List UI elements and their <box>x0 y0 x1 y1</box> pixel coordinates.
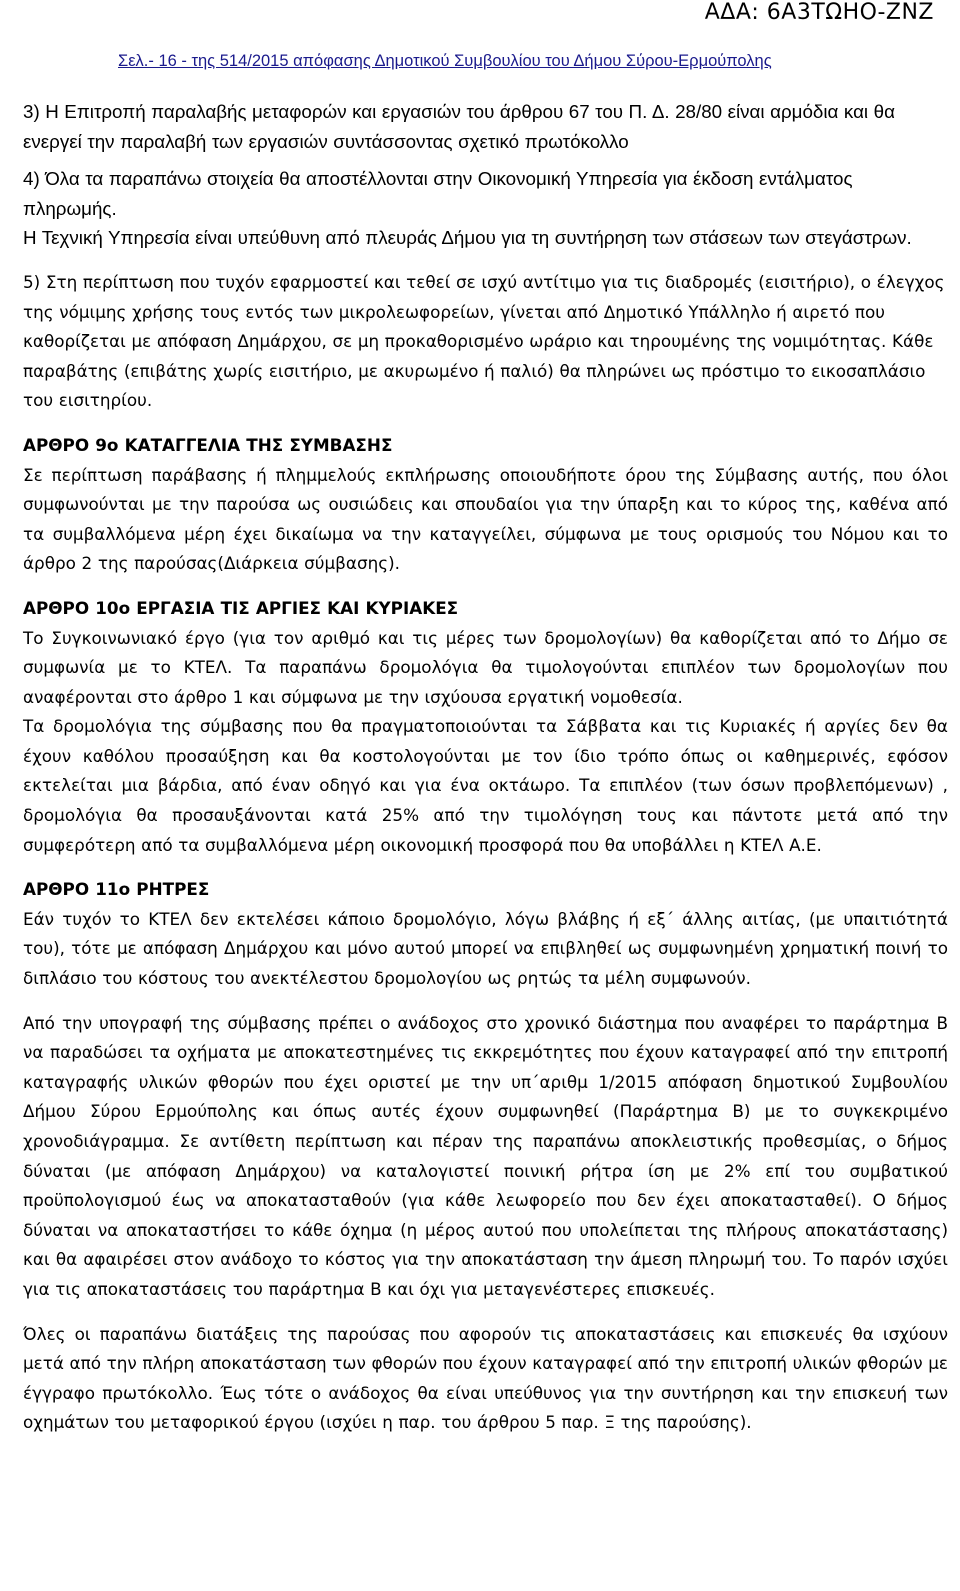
article-10-text-2: Τα δρομολόγια της σύμβασης που θα πραγματοποιούνται τα Σάββατα και τις Κυριακές ή αργίες δεν θα έχουν καθόλου προσαύξηση και θα κοστολογούνται με τον ίδιο τρόπο όπως οι καθημερινές, εφόσον εκτελείται μια βάρδια, από έναν οδηγό και για ένα οκτάωρο. Τα επιπλέον (των όσων προβλεπόμενων) , δρομολόγια θα προσαυξάνονται κατά 25% από την τιμολόγηση τους και πάντοτε μετά από την συμφερότερη από τα συμβαλλόμενα μέρη οικονομική προσφορά που θα υποβάλλει η ΚΤΕΛ Α.Ε. <box>23 716 948 855</box>
article-9-text: Σε περίπτωση παράβασης ή πλημμελούς εκπλήρωσης οποιουδήποτε όρου της Σύμβασης αυτής, που όλοι συμφωνούνται με την παρούσα ως ουσιώδεις και σπουδαίοι για την ύπαρξη και το κύρος της, καθένα από τα συμβαλλόμενα μέρη έχει δικαίωμα να την καταγγείλει, σύμφωνα με τους ορισμούς του Νόμου και το άρθρο 2 της παρούσας(Διάρκεια σύμβασης). <box>23 464 948 574</box>
article-10-text-1: Το Συγκοινωνιακό έργο (για τον αριθμό και τις μέρες των δρομολογίων) θα καθορίζεται από το Δήμο σε συμφωνία με το ΚΤΕΛ. Τα παραπάνω δρομολόγια θα τιμολογούνται επιπλέον των δρομολογίων που αναφέρονται στο άρθρο 1 και σύμφωνα με την ισχύουσα εργατική νομοθεσία. <box>23 627 948 707</box>
paragraph-5: 5) Στη περίπτωση που τυχόν εφαρμοστεί και τεθεί σε ισχύ αντίτιμο για τις διαδρομές (εισιτήριο), ο έλεγχος της νόμιμης χρήσης τους εντός των μικρολεωφορείων, γίνεται από Δημοτικό Υπάλληλο ή αιρετό που καθορίζεται με απόφαση Δημάρχου, σε μη προκαθορισμένο ωράριο και τηρουμένης της νομιμότητας. Κάθε παραβάτης (επιβάτης χωρίς εισιτήριο, με ακυρωμένο ή παλιό) θα πληρώνει ως πρόστιμο το εικοσαπλάσιο του εισιτηρίου. <box>23 271 945 411</box>
ada-code: ΑΔΑ: 6Α3ΤΩΗΟ-ΖΝΖ <box>704 0 934 25</box>
paragraph-4b: Η Τεχνική Υπηρεσία είναι υπεύθυνη από πλευράς Δήμου για τη συντήρηση των στάσεων των στεγάστρων. <box>23 227 912 249</box>
article-9-title: ΑΡΘΡΟ 9ο ΚΑΤΑΓΓΕΛΙΑ ΤΗΣ ΣΥΜΒΑΣΗΣ <box>23 434 393 455</box>
paragraph-3: 3) Η Επιτροπή παραλαβής μεταφορών και εργασιών του άρθρου 67 του Π. Δ. 28/80 είναι αρμόδια και θα ενεργεί την παραλαβή των εργασιών συντάσσοντας σχετικό πρωτόκολλο <box>23 101 895 152</box>
article-11-text-1: Εάν τυχόν το ΚΤΕΛ δεν εκτελέσει κάποιο δρομολόγιο, λόγω βλάβης ή εξ΄ άλλης αιτίας, (με υπαιτιότητά του), τότε με απόφαση Δημάρχου και μόνο αυτού μπορεί να επιβληθεί ως συμφωνημένη χρηματική ποινή το διπλάσιο του κόστους του ανεκτέλεστου δρομολογίου ως ρητώς τα μέλη συμφωνούν. <box>23 908 948 989</box>
article-10-title: ΑΡΘΡΟ 10ο ΕΡΓΑΣΙΑ ΤΙΣ ΑΡΓΙΕΣ ΚΑΙ ΚΥΡΙΑΚΕΣ <box>23 597 459 618</box>
article-11-text-3: Όλες οι παραπάνω διατάξεις της παρούσας που αφορούν τις αποκαταστάσεις και επισκευές θα ισχύουν μετά από την πλήρη αποκατάσταση των φθορών που έχουν καταγραφεί από την επιτροπή υλικών φθορών με έγγραφο πρωτόκολλο. Έως τότε ο ανάδοχος θα είναι υπεύθυνος για την συντήρηση και την επισκευή των οχημάτων του μεταφορικού έργου (ισχύει η παρ. του άρθρου 5 παρ. Ξ της παρούσης). <box>23 1323 948 1433</box>
running-header: Σελ.- 16 - της 514/2015 απόφασης Δημοτικού Συμβουλίου του Δήμου Σύρου-Ερμούπολης <box>118 52 772 70</box>
article-11-title: ΑΡΘΡΟ 11ο ΡΗΤΡΕΣ <box>23 879 210 900</box>
article-11-text-2: Από την υπογραφή της σύμβασης πρέπει ο ανάδοχος στο χρονικό διάστημα που αναφέρει το παράρτημα Β να παραδώσει τα οχήματα με αποκατεστημένες τις εκκρεμότητες που έχουν καταγραφεί από την επιτροπή καταγραφής υλικών φθορών που έχει οριστεί με την υπ΄αριθμ 1/2015 απόφαση δημοτικού Συμβουλίου Δήμου Σύρου Ερμούπολης και όπως αυτές έχουν συμφωνηθεί (Παράρτημα Β) με το συγκεκριμένο χρονοδιάγραμμα. Σε αντίθετη περίπτωση και πέραν της παραπάνω αποκλειστικής προθεσμίας, ο δήμος δύναται (με απόφαση Δημάρχου) να καταλογιστεί ποινική ρήτρα ίση με 2% επί του συμβατικού προϋπολογισμού έως να αποκατασταθούν (για κάθε λεωφορείο που δεν έχει αποκατασταθεί). Ο δήμος δύναται να αποκαταστήσει το κάθε όχημα (η μέρος αυτού που υπολείπεται της πλήρους αποκατάστασης) και θα αφαιρέσει στον ανάδοχο το κόστος για την αποκατάσταση την άμεση πληρωμή του. Το παρόν ισχύει για τις αποκαταστάσεις του παράρτημα Β και όχι για μεταγενέστερες επισκευές. <box>23 1012 948 1299</box>
document-body <box>23 97 948 1438</box>
paragraph-4: 4) Όλα τα παραπάνω στοιχεία θα αποστέλλονται στην Οικονομική Υπηρεσία για έκδοση εντάλματος πληρωμής. <box>23 168 853 219</box>
